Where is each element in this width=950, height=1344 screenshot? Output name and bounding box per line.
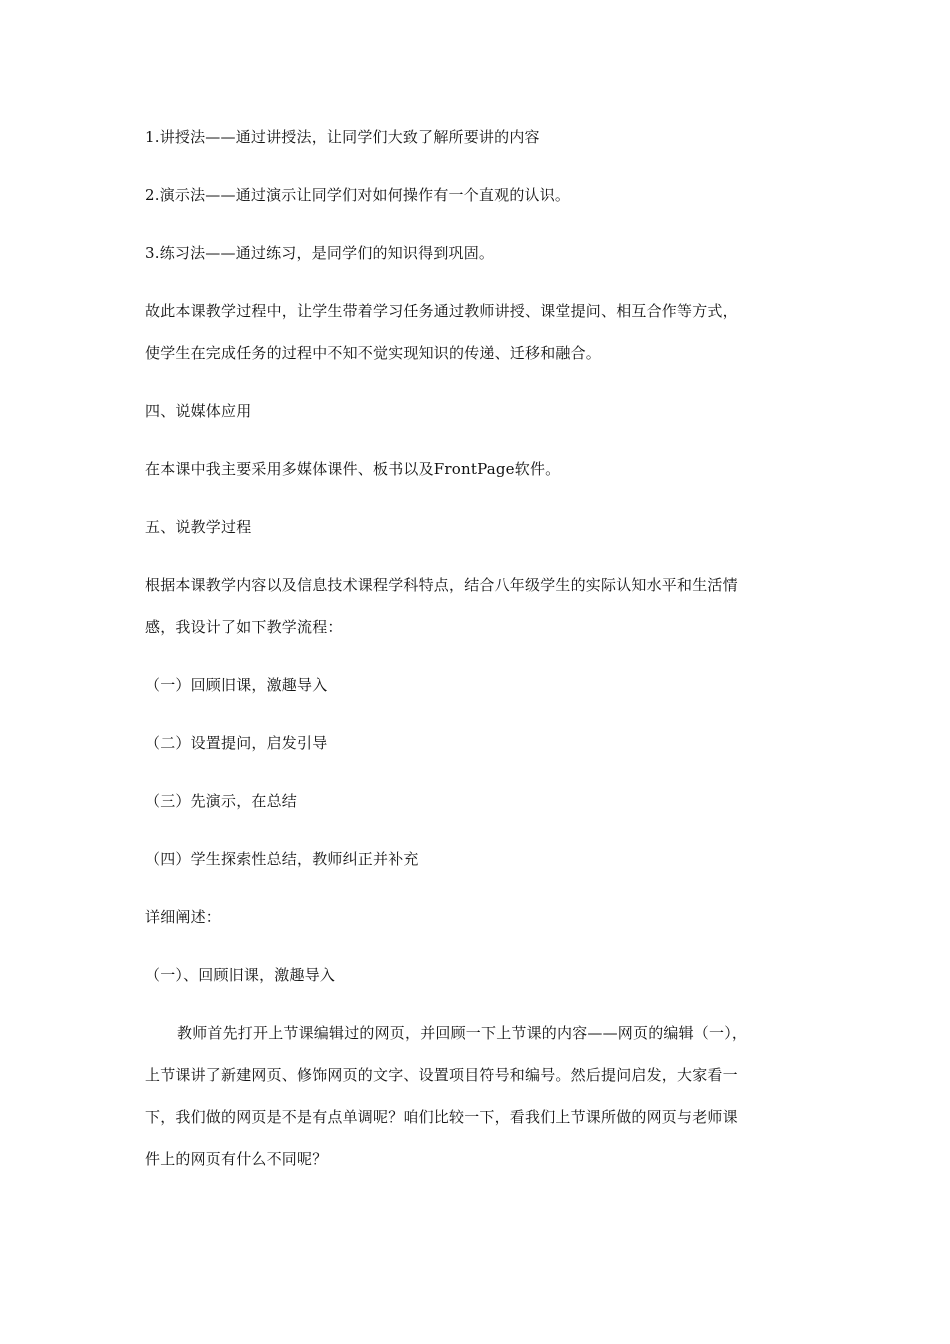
method-lecture-line: 1.讲授法——通过讲授法，让同学们大致了解所要讲的内容 xyxy=(145,128,540,146)
method-demo-line: 2.演示法——通过演示让同学们对如何操作有一个直观的认识。 xyxy=(145,186,571,204)
process-step-1: （一）回顾旧课，激趣导入 xyxy=(145,676,328,694)
media-paragraph: 在本课中我主要采用多媒体课件、板书以及FrontPage软件。 xyxy=(145,460,561,478)
method-practice-line: 3.练习法——通过练习，是同学们的知识得到巩固。 xyxy=(145,244,495,262)
detail-paragraph-line-4: 件上的网页有什么不同呢？ xyxy=(145,1150,328,1168)
process-paragraph-line-1: 根据本课教学内容以及信息技术课程学科特点，结合八年级学生的实际认知水平和生活情 xyxy=(145,576,738,594)
process-paragraph-line-2: 感，我设计了如下教学流程： xyxy=(145,618,343,636)
process-step-2: （二）设置提问，启发引导 xyxy=(145,734,328,752)
process-step-4: （四）学生探索性总结，教师纠正并补充 xyxy=(145,850,419,868)
detail-paragraph-line-2: 上节课讲了新建网页、修饰网页的文字、设置项目符号和编号。然后提问启发，大家看一 xyxy=(145,1066,738,1084)
details-heading: 详细阐述： xyxy=(145,908,222,926)
section-heading-media: 四、说媒体应用 xyxy=(145,402,252,420)
summary-paragraph-line-2: 使学生在完成任务的过程中不知不觉实现知识的传递、迁移和融合。 xyxy=(145,344,602,362)
detail-subheading-1: （一）、回顾旧课，激趣导入 xyxy=(145,966,336,984)
section-heading-process: 五、说教学过程 xyxy=(145,518,252,536)
detail-paragraph-line-3: 下，我们做的网页是不是有点单调呢？咱们比较一下，看我们上节课所做的网页与老师课 xyxy=(145,1108,738,1126)
summary-paragraph-line-1: 故此本课教学过程中，让学生带着学习任务通过教师讲授、课堂提问、相互合作等方式， xyxy=(145,302,738,320)
process-step-3: （三）先演示，在总结 xyxy=(145,792,298,810)
detail-paragraph-line-1: 教师首先打开上节课编辑过的网页，并回顾一下上节课的内容——网页的编辑（一）， xyxy=(177,1024,748,1042)
